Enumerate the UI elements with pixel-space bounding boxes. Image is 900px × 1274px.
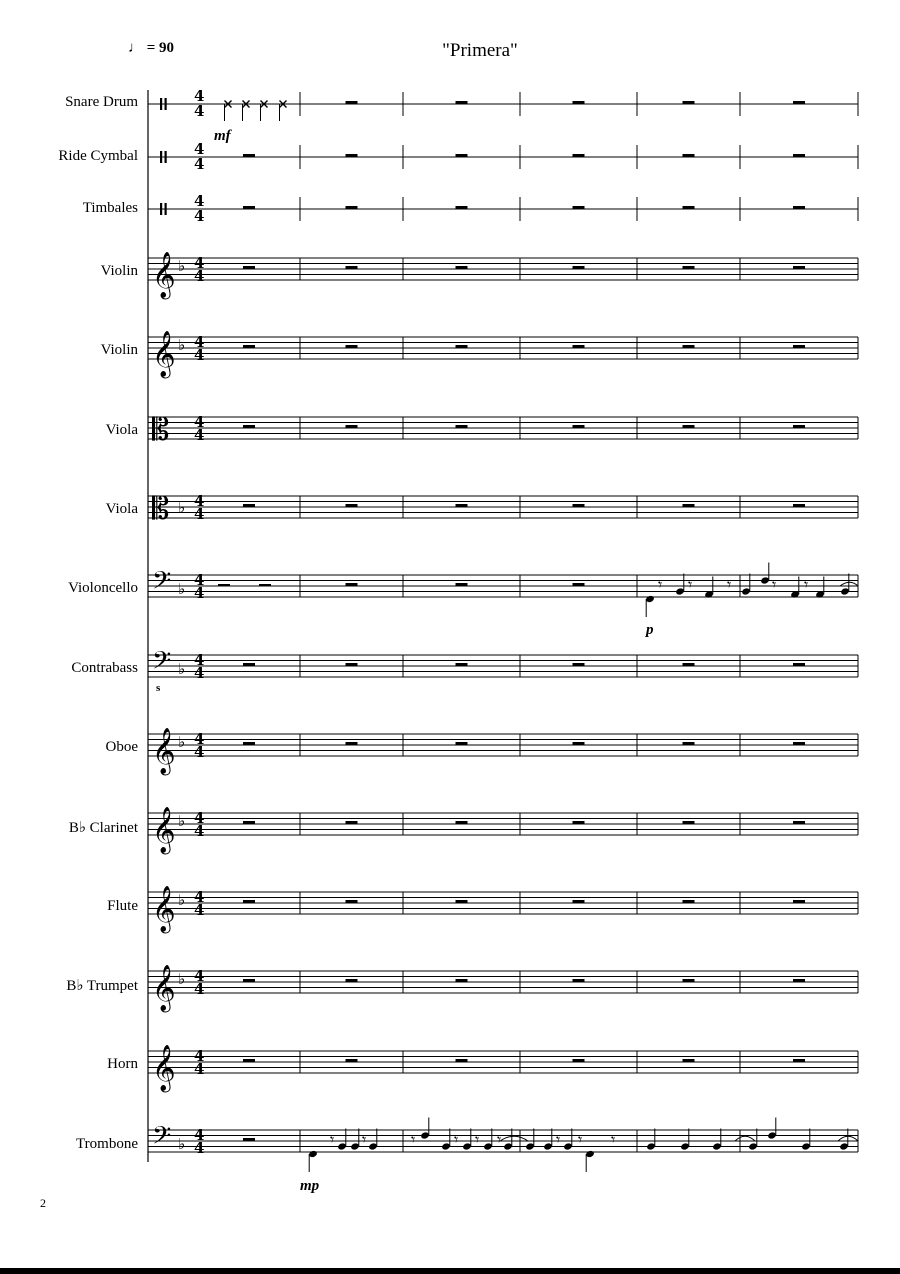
eighth-rest: 𝄾 [556, 1130, 561, 1149]
instrument-name-trumpet: B♭ Trumpet [66, 978, 138, 994]
instrument-name-oboe: Oboe [105, 739, 138, 755]
whole-rest [243, 154, 255, 157]
time-signature-denominator: 4 [194, 267, 205, 285]
whole-rest [456, 742, 468, 745]
instrument-name-violin-2: Violin [100, 342, 138, 358]
eighth-rest: 𝄾 [411, 1130, 416, 1149]
eighth-rest: 𝄾 [497, 1130, 502, 1149]
whole-rest [573, 1059, 585, 1062]
key-signature-flat: ♭ [178, 891, 186, 909]
instrument-name-ride-cymbal: Ride Cymbal [58, 148, 138, 164]
time-signature-denominator: 4 [194, 584, 205, 602]
whole-rest [346, 583, 358, 586]
key-signature-flat: ♭ [178, 970, 186, 988]
page-number: 2 [40, 1196, 46, 1210]
treble-clef: 𝄞 [152, 252, 176, 298]
whole-rest [683, 345, 695, 348]
page-title: "Primera" [442, 40, 518, 61]
percussion-clef [165, 98, 167, 110]
time-signature-numerator: 4 [194, 333, 205, 351]
eighth-rest: 𝄾 [611, 1130, 616, 1149]
key-signature-flat: ♭ [178, 336, 186, 354]
time-signature-numerator: 4 [194, 809, 205, 827]
alto-clef: 𝄡 [152, 491, 170, 527]
dynamic-cello-p: p [646, 622, 654, 638]
whole-rest [346, 206, 358, 209]
instrument-name-viola-2: Viola [105, 501, 138, 517]
whole-rest [683, 1059, 695, 1062]
time-signature-numerator: 4 [194, 651, 205, 669]
eighth-rest: 𝄾 [362, 1130, 367, 1149]
percussion-clef [165, 203, 167, 215]
treble-clef: 𝄞 [152, 331, 176, 377]
eighth-rest: 𝄾 [330, 1130, 335, 1149]
eighth-rest: 𝄾 [658, 575, 663, 594]
treble-clef: 𝄞 [152, 886, 176, 932]
whole-rest [346, 154, 358, 157]
whole-rest [243, 1059, 255, 1062]
time-signature-numerator: 4 [194, 730, 205, 748]
bass-clef: 𝄢 [152, 566, 172, 602]
time-signature-denominator: 4 [194, 901, 205, 919]
whole-rest [793, 154, 805, 157]
treble-clef: 𝄞 [152, 1045, 176, 1091]
instrument-name-contrabass: Contrabass [71, 660, 138, 676]
whole-rest [683, 821, 695, 824]
instrument-name-horn: Horn [107, 1056, 138, 1072]
time-signature-numerator: 4 [194, 192, 205, 210]
eighth-rest: 𝄾 [688, 575, 693, 594]
time-signature-denominator: 4 [194, 980, 205, 998]
time-signature-numerator: 4 [194, 1047, 205, 1065]
whole-rest [243, 425, 255, 428]
time-signature-denominator: 4 [194, 207, 205, 225]
whole-rest [683, 266, 695, 269]
dynamic-trombone-mp: mp [300, 1178, 320, 1194]
instrument-name-viola-1: Viola [105, 422, 138, 438]
time-signature-denominator: 4 [194, 664, 205, 682]
whole-rest [683, 425, 695, 428]
whole-rest [683, 742, 695, 745]
whole-rest [793, 504, 805, 507]
tie [500, 1136, 528, 1141]
time-signature-denominator: 4 [194, 102, 205, 120]
half-rest [259, 584, 271, 587]
whole-rest [793, 101, 805, 104]
whole-rest [793, 425, 805, 428]
time-signature-numerator: 4 [194, 254, 205, 272]
whole-rest [573, 742, 585, 745]
whole-rest [243, 742, 255, 745]
whole-rest [793, 742, 805, 745]
treble-clef: 𝄞 [152, 807, 176, 853]
key-signature-flat: ♭ [178, 812, 186, 830]
whole-rest [793, 821, 805, 824]
whole-rest [573, 101, 585, 104]
time-signature-numerator: 4 [194, 492, 205, 510]
eighth-rest: 𝄾 [578, 1130, 583, 1149]
whole-rest [573, 206, 585, 209]
whole-rest [456, 345, 468, 348]
whole-rest [243, 1138, 255, 1141]
time-signature-denominator: 4 [194, 505, 205, 523]
whole-rest [243, 266, 255, 269]
whole-rest [573, 154, 585, 157]
contrabass-marking: s [156, 682, 161, 694]
whole-rest [573, 345, 585, 348]
time-signature-numerator: 4 [194, 571, 205, 589]
time-signature-numerator: 4 [194, 87, 205, 105]
instrument-name-clarinet: B♭ Clarinet [68, 820, 138, 836]
eighth-rest: 𝄾 [454, 1130, 459, 1149]
eighth-rest: 𝄾 [475, 1130, 480, 1149]
whole-rest [456, 101, 468, 104]
whole-rest [683, 663, 695, 666]
whole-rest [793, 206, 805, 209]
whole-rest [243, 206, 255, 209]
time-signature-denominator: 4 [194, 426, 205, 444]
bass-clef: 𝄢 [152, 1121, 172, 1157]
instrument-name-violoncello: Violoncello [68, 580, 138, 596]
instrument-name-snare-drum: Snare Drum [65, 94, 138, 110]
percussion-clef [160, 203, 162, 215]
tie [735, 1136, 755, 1141]
time-signature-numerator: 4 [194, 967, 205, 985]
whole-rest [456, 206, 468, 209]
whole-rest [793, 663, 805, 666]
whole-rest [346, 979, 358, 982]
whole-rest [573, 821, 585, 824]
dynamic-snare-mf: mf [214, 128, 231, 144]
time-signature-denominator: 4 [194, 155, 205, 173]
bass-clef: 𝄢 [152, 646, 172, 682]
time-signature-denominator: 4 [194, 346, 205, 364]
whole-rest [243, 979, 255, 982]
whole-rest [683, 154, 695, 157]
instrument-name-violin-1: Violin [100, 263, 138, 279]
percussion-clef [165, 151, 167, 163]
whole-rest [456, 266, 468, 269]
key-signature-flat: ♭ [178, 660, 186, 678]
key-signature-flat: ♭ [178, 733, 186, 751]
whole-rest [793, 345, 805, 348]
time-signature-numerator: 4 [194, 1126, 205, 1144]
whole-rest [573, 900, 585, 903]
whole-rest [346, 425, 358, 428]
eighth-rest: 𝄾 [804, 575, 809, 594]
alto-clef: 𝄡 [152, 412, 170, 448]
time-signature-numerator: 4 [194, 888, 205, 906]
whole-rest [793, 266, 805, 269]
key-signature-flat: ♭ [178, 257, 186, 275]
instrument-name-timbales: Timbales [82, 200, 138, 216]
whole-rest [346, 742, 358, 745]
key-signature-flat: ♭ [178, 498, 186, 517]
key-signature-flat: ♭ [178, 580, 186, 598]
half-rest [218, 584, 230, 587]
time-signature-denominator: 4 [194, 1060, 205, 1078]
treble-clef: 𝄞 [152, 965, 176, 1011]
whole-rest [456, 504, 468, 507]
whole-rest [793, 900, 805, 903]
percussion-clef [160, 151, 162, 163]
whole-rest [456, 900, 468, 903]
whole-rest [456, 821, 468, 824]
tempo-marking: ♩ = 90 [128, 40, 175, 56]
whole-rest [573, 504, 585, 507]
eighth-rest: 𝄾 [727, 575, 732, 594]
time-signature-denominator: 4 [194, 1139, 205, 1157]
percussion-clef [160, 98, 162, 110]
whole-rest [573, 979, 585, 982]
whole-rest [243, 821, 255, 824]
eighth-rest: 𝄾 [772, 575, 777, 594]
whole-rest [683, 504, 695, 507]
whole-rest [683, 979, 695, 982]
whole-rest [573, 663, 585, 666]
page-bottom-edge [0, 1268, 900, 1274]
whole-rest [346, 345, 358, 348]
whole-rest [243, 345, 255, 348]
whole-rest [243, 663, 255, 666]
whole-rest [346, 1059, 358, 1062]
key-signature-flat: ♭ [178, 1135, 186, 1153]
whole-rest [456, 979, 468, 982]
treble-clef: 𝄞 [152, 728, 176, 774]
whole-rest [793, 1059, 805, 1062]
whole-rest [243, 900, 255, 903]
whole-rest [456, 583, 468, 586]
time-signature-numerator: 4 [194, 413, 205, 431]
whole-rest [456, 663, 468, 666]
whole-rest [793, 979, 805, 982]
whole-rest [346, 663, 358, 666]
time-signature-denominator: 4 [194, 743, 205, 761]
whole-rest [456, 425, 468, 428]
whole-rest [683, 206, 695, 209]
time-signature-numerator: 4 [194, 140, 205, 158]
whole-rest [573, 583, 585, 586]
whole-rest [456, 1059, 468, 1062]
whole-rest [243, 504, 255, 507]
instrument-name-flute: Flute [107, 898, 138, 914]
whole-rest [683, 900, 695, 903]
whole-rest [346, 504, 358, 507]
whole-rest [573, 425, 585, 428]
whole-rest [346, 101, 358, 104]
whole-rest [346, 821, 358, 824]
whole-rest [683, 101, 695, 104]
whole-rest [346, 900, 358, 903]
time-signature-denominator: 4 [194, 822, 205, 840]
whole-rest [573, 266, 585, 269]
whole-rest [346, 266, 358, 269]
whole-rest [456, 154, 468, 157]
instrument-name-trombone: Trombone [76, 1136, 138, 1152]
